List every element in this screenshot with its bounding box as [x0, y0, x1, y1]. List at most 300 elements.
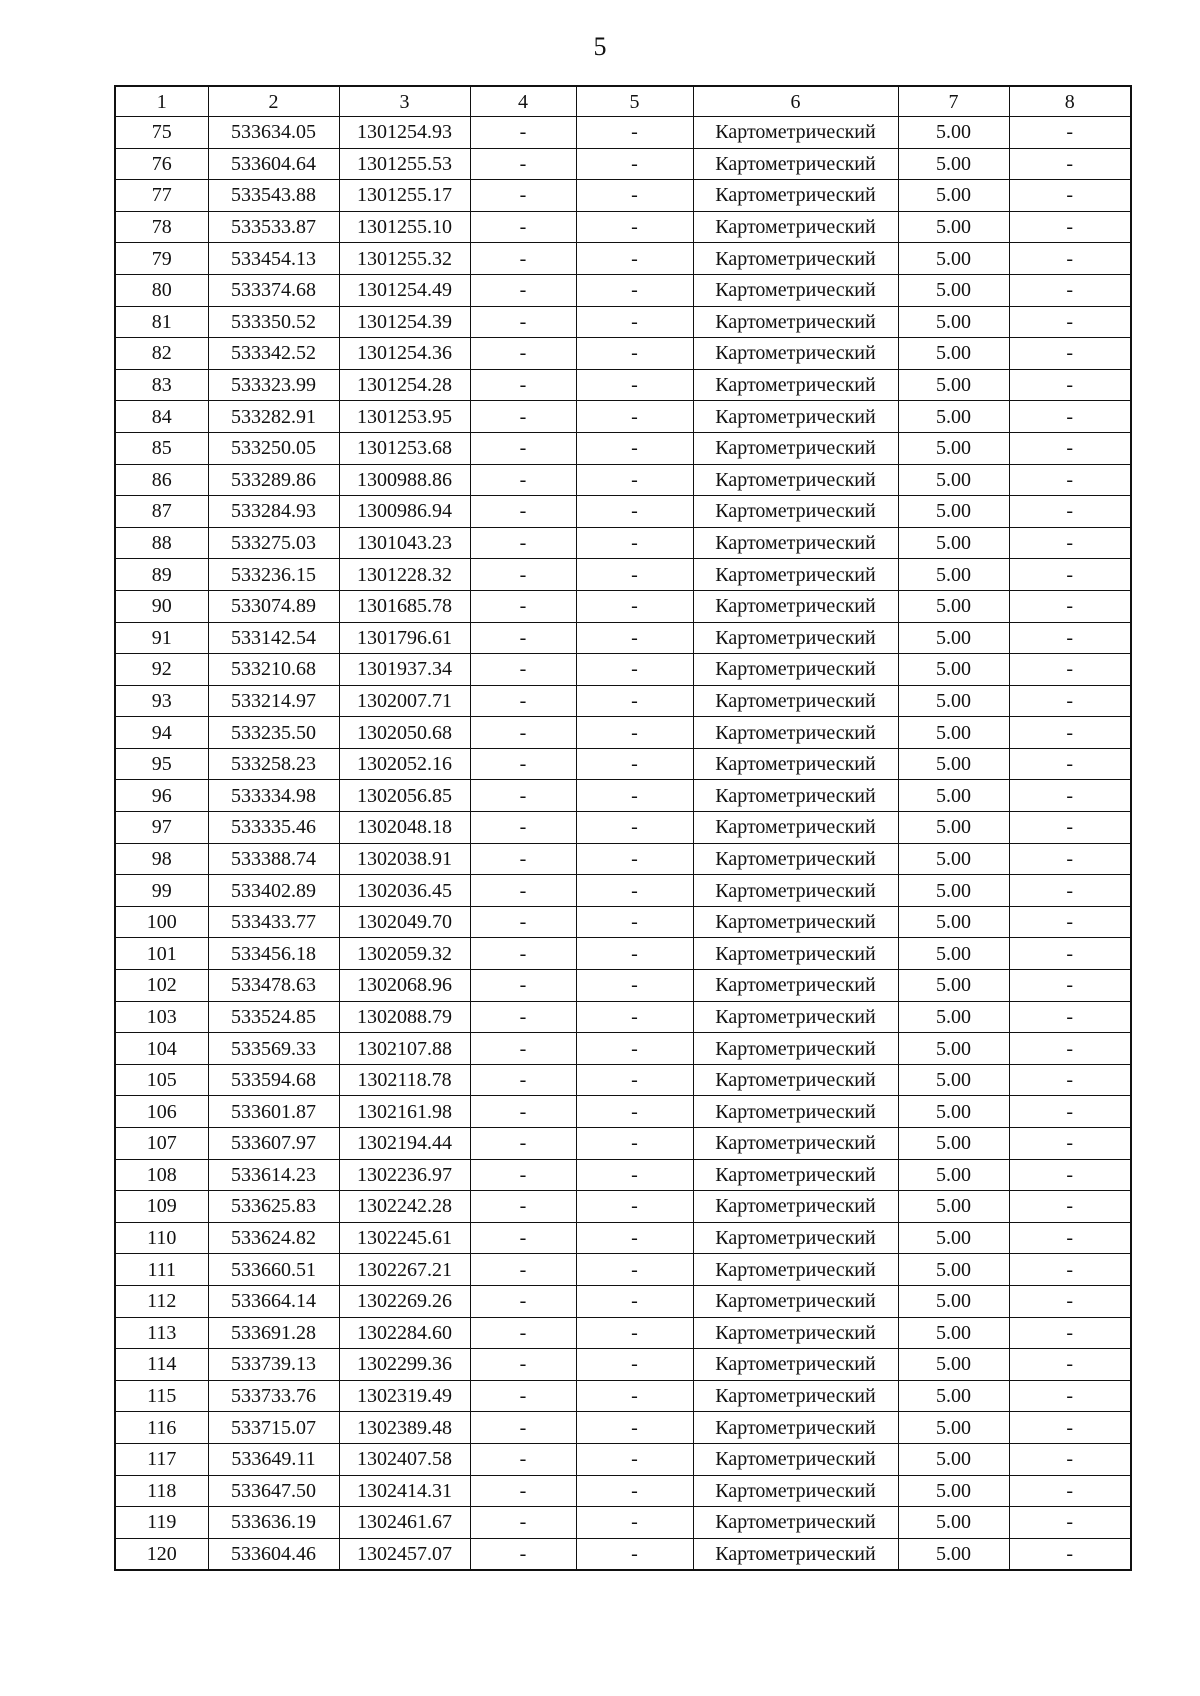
coord-x-cell: 533334.98 — [208, 780, 339, 812]
table-row — [115, 654, 1131, 686]
col-8-value-cell: - — [1009, 1317, 1131, 1349]
col-5-value-cell: - — [576, 1254, 693, 1286]
col-5-value-cell: - — [576, 622, 693, 654]
column-header-4: 4 — [470, 86, 576, 117]
coordinates-table — [114, 85, 1132, 1571]
accuracy-cell: 5.00 — [898, 685, 1009, 717]
col-4-value-cell: - — [470, 527, 576, 559]
table-row — [115, 748, 1131, 780]
col-4-value-cell: - — [470, 906, 576, 938]
table-row — [115, 148, 1131, 180]
col-4-value-cell: - — [470, 1222, 576, 1254]
accuracy-cell: 5.00 — [898, 117, 1009, 149]
col-8-value-cell: - — [1009, 1096, 1131, 1128]
accuracy-cell: 5.00 — [898, 654, 1009, 686]
table-row — [115, 1096, 1131, 1128]
col-5-value-cell: - — [576, 1475, 693, 1507]
col-8-value-cell: - — [1009, 243, 1131, 275]
col-4-value-cell: - — [470, 559, 576, 591]
point-number-cell: 112 — [115, 1285, 208, 1317]
col-8-value-cell: - — [1009, 780, 1131, 812]
method-cell: Картометрический — [693, 1191, 898, 1223]
coord-y-cell: 1301253.95 — [339, 401, 470, 433]
method-cell: Картометрический — [693, 1538, 898, 1570]
coord-y-cell: 1302059.32 — [339, 938, 470, 970]
method-cell: Картометрический — [693, 401, 898, 433]
table-row — [115, 211, 1131, 243]
col-4-value-cell: - — [470, 590, 576, 622]
method-cell: Картометрический — [693, 843, 898, 875]
coord-y-cell: 1301937.34 — [339, 654, 470, 686]
coord-x-cell: 533342.52 — [208, 338, 339, 370]
coord-x-cell: 533433.77 — [208, 906, 339, 938]
method-cell: Картометрический — [693, 1222, 898, 1254]
col-4-value-cell: - — [470, 654, 576, 686]
col-5-value-cell: - — [576, 1507, 693, 1539]
point-number-cell: 90 — [115, 590, 208, 622]
accuracy-cell: 5.00 — [898, 1096, 1009, 1128]
coord-x-cell: 533142.54 — [208, 622, 339, 654]
method-cell: Картометрический — [693, 906, 898, 938]
col-8-value-cell: - — [1009, 622, 1131, 654]
point-number-cell: 116 — [115, 1412, 208, 1444]
coord-y-cell: 1300988.86 — [339, 464, 470, 496]
table-row — [115, 559, 1131, 591]
coord-y-cell: 1302038.91 — [339, 843, 470, 875]
point-number-cell: 96 — [115, 780, 208, 812]
point-number-cell: 80 — [115, 274, 208, 306]
method-cell: Картометрический — [693, 1412, 898, 1444]
method-cell: Картометрический — [693, 1096, 898, 1128]
coord-y-cell: 1301228.32 — [339, 559, 470, 591]
table-row — [115, 1033, 1131, 1065]
col-5-value-cell: - — [576, 1412, 693, 1444]
accuracy-cell: 5.00 — [898, 1380, 1009, 1412]
col-4-value-cell: - — [470, 464, 576, 496]
accuracy-cell: 5.00 — [898, 1159, 1009, 1191]
col-5-value-cell: - — [576, 1096, 693, 1128]
col-8-value-cell: - — [1009, 211, 1131, 243]
method-cell: Картометрический — [693, 211, 898, 243]
col-8-value-cell: - — [1009, 559, 1131, 591]
point-number-cell: 92 — [115, 654, 208, 686]
col-8-value-cell: - — [1009, 148, 1131, 180]
col-8-value-cell: - — [1009, 1254, 1131, 1286]
col-4-value-cell: - — [470, 243, 576, 275]
point-number-cell: 104 — [115, 1033, 208, 1065]
table-row — [115, 906, 1131, 938]
accuracy-cell: 5.00 — [898, 243, 1009, 275]
col-5-value-cell: - — [576, 464, 693, 496]
point-number-cell: 88 — [115, 527, 208, 559]
coord-y-cell: 1302056.85 — [339, 780, 470, 812]
coord-x-cell: 533236.15 — [208, 559, 339, 591]
point-number-cell: 106 — [115, 1096, 208, 1128]
col-8-value-cell: - — [1009, 306, 1131, 338]
point-number-cell: 109 — [115, 1191, 208, 1223]
column-header-1: 1 — [115, 86, 208, 117]
coord-x-cell: 533074.89 — [208, 590, 339, 622]
point-number-cell: 102 — [115, 970, 208, 1002]
method-cell: Картометрический — [693, 875, 898, 907]
col-5-value-cell: - — [576, 1159, 693, 1191]
coord-y-cell: 1301253.68 — [339, 432, 470, 464]
table-row — [115, 1538, 1131, 1570]
col-5-value-cell: - — [576, 1064, 693, 1096]
col-4-value-cell: - — [470, 748, 576, 780]
table-row — [115, 464, 1131, 496]
col-8-value-cell: - — [1009, 464, 1131, 496]
coord-x-cell: 533235.50 — [208, 717, 339, 749]
col-8-value-cell: - — [1009, 338, 1131, 370]
table-row — [115, 622, 1131, 654]
col-5-value-cell: - — [576, 906, 693, 938]
col-4-value-cell: - — [470, 1443, 576, 1475]
col-5-value-cell: - — [576, 1538, 693, 1570]
col-5-value-cell: - — [576, 338, 693, 370]
point-number-cell: 93 — [115, 685, 208, 717]
method-cell: Картометрический — [693, 1064, 898, 1096]
method-cell: Картометрический — [693, 1475, 898, 1507]
col-4-value-cell: - — [470, 1033, 576, 1065]
coord-y-cell: 1301254.49 — [339, 274, 470, 306]
accuracy-cell: 5.00 — [898, 211, 1009, 243]
coord-x-cell: 533715.07 — [208, 1412, 339, 1444]
col-5-value-cell: - — [576, 401, 693, 433]
accuracy-cell: 5.00 — [898, 274, 1009, 306]
table-row — [115, 812, 1131, 844]
col-5-value-cell: - — [576, 1349, 693, 1381]
coord-y-cell: 1302389.48 — [339, 1412, 470, 1444]
accuracy-cell: 5.00 — [898, 1001, 1009, 1033]
accuracy-cell: 5.00 — [898, 1317, 1009, 1349]
accuracy-cell: 5.00 — [898, 590, 1009, 622]
coord-x-cell: 533604.46 — [208, 1538, 339, 1570]
col-4-value-cell: - — [470, 180, 576, 212]
method-cell: Картометрический — [693, 148, 898, 180]
coord-y-cell: 1302052.16 — [339, 748, 470, 780]
col-5-value-cell: - — [576, 432, 693, 464]
table-row — [115, 1159, 1131, 1191]
accuracy-cell: 5.00 — [898, 938, 1009, 970]
method-cell: Картометрический — [693, 527, 898, 559]
coord-x-cell: 533664.14 — [208, 1285, 339, 1317]
col-8-value-cell: - — [1009, 1443, 1131, 1475]
col-5-value-cell: - — [576, 274, 693, 306]
accuracy-cell: 5.00 — [898, 180, 1009, 212]
col-5-value-cell: - — [576, 1191, 693, 1223]
table-row — [115, 938, 1131, 970]
coord-y-cell: 1302414.31 — [339, 1475, 470, 1507]
point-number-cell: 115 — [115, 1380, 208, 1412]
point-number-cell: 76 — [115, 148, 208, 180]
col-5-value-cell: - — [576, 938, 693, 970]
table-row — [115, 1001, 1131, 1033]
accuracy-cell: 5.00 — [898, 622, 1009, 654]
coord-y-cell: 1302118.78 — [339, 1064, 470, 1096]
point-number-cell: 110 — [115, 1222, 208, 1254]
table-row — [115, 369, 1131, 401]
col-8-value-cell: - — [1009, 654, 1131, 686]
col-4-value-cell: - — [470, 685, 576, 717]
coord-x-cell: 533739.13 — [208, 1349, 339, 1381]
coord-y-cell: 1301685.78 — [339, 590, 470, 622]
col-5-value-cell: - — [576, 590, 693, 622]
col-8-value-cell: - — [1009, 875, 1131, 907]
col-5-value-cell: - — [576, 1001, 693, 1033]
coord-x-cell: 533284.93 — [208, 496, 339, 528]
col-5-value-cell: - — [576, 559, 693, 591]
col-5-value-cell: - — [576, 527, 693, 559]
coord-y-cell: 1302048.18 — [339, 812, 470, 844]
point-number-cell: 118 — [115, 1475, 208, 1507]
column-header-6: 6 — [693, 86, 898, 117]
column-header-2: 2 — [208, 86, 339, 117]
point-number-cell: 87 — [115, 496, 208, 528]
table-row — [115, 685, 1131, 717]
col-8-value-cell: - — [1009, 1285, 1131, 1317]
col-4-value-cell: - — [470, 338, 576, 370]
coord-y-cell: 1302088.79 — [339, 1001, 470, 1033]
point-number-cell: 82 — [115, 338, 208, 370]
accuracy-cell: 5.00 — [898, 338, 1009, 370]
col-8-value-cell: - — [1009, 970, 1131, 1002]
col-8-value-cell: - — [1009, 1507, 1131, 1539]
col-4-value-cell: - — [470, 369, 576, 401]
col-4-value-cell: - — [470, 1064, 576, 1096]
method-cell: Картометрический — [693, 1349, 898, 1381]
col-4-value-cell: - — [470, 875, 576, 907]
col-5-value-cell: - — [576, 1222, 693, 1254]
accuracy-cell: 5.00 — [898, 1285, 1009, 1317]
col-4-value-cell: - — [470, 843, 576, 875]
col-5-value-cell: - — [576, 1443, 693, 1475]
coord-x-cell: 533289.86 — [208, 464, 339, 496]
col-4-value-cell: - — [470, 1317, 576, 1349]
accuracy-cell: 5.00 — [898, 1412, 1009, 1444]
coord-y-cell: 1301255.17 — [339, 180, 470, 212]
coord-x-cell: 533250.05 — [208, 432, 339, 464]
point-number-cell: 94 — [115, 717, 208, 749]
table-row — [115, 1475, 1131, 1507]
accuracy-cell: 5.00 — [898, 1443, 1009, 1475]
column-header-3: 3 — [339, 86, 470, 117]
col-5-value-cell: - — [576, 1285, 693, 1317]
point-number-cell: 117 — [115, 1443, 208, 1475]
table-row — [115, 1317, 1131, 1349]
method-cell: Картометрический — [693, 717, 898, 749]
col-8-value-cell: - — [1009, 1064, 1131, 1096]
coord-y-cell: 1302236.97 — [339, 1159, 470, 1191]
point-number-cell: 75 — [115, 117, 208, 149]
coord-y-cell: 1301043.23 — [339, 527, 470, 559]
coord-x-cell: 533533.87 — [208, 211, 339, 243]
coord-x-cell: 533614.23 — [208, 1159, 339, 1191]
coord-y-cell: 1301255.10 — [339, 211, 470, 243]
coord-x-cell: 533282.91 — [208, 401, 339, 433]
coord-y-cell: 1302050.68 — [339, 717, 470, 749]
point-number-cell: 83 — [115, 369, 208, 401]
col-4-value-cell: - — [470, 1507, 576, 1539]
col-5-value-cell: - — [576, 748, 693, 780]
coord-y-cell: 1302267.21 — [339, 1254, 470, 1286]
coord-x-cell: 533454.13 — [208, 243, 339, 275]
method-cell: Картометрический — [693, 243, 898, 275]
point-number-cell: 79 — [115, 243, 208, 275]
col-8-value-cell: - — [1009, 812, 1131, 844]
point-number-cell: 84 — [115, 401, 208, 433]
coord-x-cell: 533649.11 — [208, 1443, 339, 1475]
accuracy-cell: 5.00 — [898, 1254, 1009, 1286]
coord-x-cell: 533402.89 — [208, 875, 339, 907]
point-number-cell: 120 — [115, 1538, 208, 1570]
point-number-cell: 107 — [115, 1128, 208, 1160]
col-8-value-cell: - — [1009, 1475, 1131, 1507]
coord-x-cell: 533594.68 — [208, 1064, 339, 1096]
coord-y-cell: 1302049.70 — [339, 906, 470, 938]
point-number-cell: 100 — [115, 906, 208, 938]
method-cell: Картометрический — [693, 559, 898, 591]
coord-y-cell: 1302457.07 — [339, 1538, 470, 1570]
accuracy-cell: 5.00 — [898, 748, 1009, 780]
point-number-cell: 119 — [115, 1507, 208, 1539]
col-4-value-cell: - — [470, 117, 576, 149]
method-cell: Картометрический — [693, 306, 898, 338]
coord-y-cell: 1302269.26 — [339, 1285, 470, 1317]
col-8-value-cell: - — [1009, 1159, 1131, 1191]
coord-y-cell: 1301255.32 — [339, 243, 470, 275]
col-8-value-cell: - — [1009, 401, 1131, 433]
table-row — [115, 1443, 1131, 1475]
col-4-value-cell: - — [470, 401, 576, 433]
table-row — [115, 1128, 1131, 1160]
coord-y-cell: 1300986.94 — [339, 496, 470, 528]
method-cell: Картометрический — [693, 496, 898, 528]
coord-y-cell: 1301254.36 — [339, 338, 470, 370]
table-row — [115, 496, 1131, 528]
col-4-value-cell: - — [470, 1380, 576, 1412]
coord-x-cell: 533335.46 — [208, 812, 339, 844]
col-5-value-cell: - — [576, 654, 693, 686]
table-row — [115, 306, 1131, 338]
col-4-value-cell: - — [470, 1285, 576, 1317]
col-5-value-cell: - — [576, 780, 693, 812]
table-row — [115, 401, 1131, 433]
col-4-value-cell: - — [470, 622, 576, 654]
coord-x-cell: 533636.19 — [208, 1507, 339, 1539]
coord-x-cell: 533350.52 — [208, 306, 339, 338]
coord-x-cell: 533634.05 — [208, 117, 339, 149]
table-row — [115, 1222, 1131, 1254]
col-8-value-cell: - — [1009, 938, 1131, 970]
col-8-value-cell: - — [1009, 590, 1131, 622]
method-cell: Картометрический — [693, 1254, 898, 1286]
table-row — [115, 338, 1131, 370]
col-4-value-cell: - — [470, 211, 576, 243]
method-cell: Картометрический — [693, 590, 898, 622]
point-number-cell: 85 — [115, 432, 208, 464]
method-cell: Картометрический — [693, 1033, 898, 1065]
coord-x-cell: 533374.68 — [208, 274, 339, 306]
coord-y-cell: 1302107.88 — [339, 1033, 470, 1065]
col-5-value-cell: - — [576, 1033, 693, 1065]
coord-x-cell: 533624.82 — [208, 1222, 339, 1254]
col-8-value-cell: - — [1009, 180, 1131, 212]
coord-x-cell: 533275.03 — [208, 527, 339, 559]
point-number-cell: 97 — [115, 812, 208, 844]
table-row — [115, 1191, 1131, 1223]
accuracy-cell: 5.00 — [898, 875, 1009, 907]
coord-x-cell: 533569.33 — [208, 1033, 339, 1065]
accuracy-cell: 5.00 — [898, 1191, 1009, 1223]
table-row — [115, 717, 1131, 749]
col-8-value-cell: - — [1009, 906, 1131, 938]
table-row — [115, 875, 1131, 907]
table-row — [115, 432, 1131, 464]
col-8-value-cell: - — [1009, 369, 1131, 401]
point-number-cell: 113 — [115, 1317, 208, 1349]
coord-y-cell: 1302245.61 — [339, 1222, 470, 1254]
method-cell: Картометрический — [693, 654, 898, 686]
point-number-cell: 99 — [115, 875, 208, 907]
col-4-value-cell: - — [470, 1349, 576, 1381]
coord-y-cell: 1301796.61 — [339, 622, 470, 654]
accuracy-cell: 5.00 — [898, 1538, 1009, 1570]
coord-y-cell: 1302284.60 — [339, 1317, 470, 1349]
coord-y-cell: 1302242.28 — [339, 1191, 470, 1223]
col-5-value-cell: - — [576, 717, 693, 749]
coord-x-cell: 533524.85 — [208, 1001, 339, 1033]
table-row — [115, 1254, 1131, 1286]
table-row — [115, 1412, 1131, 1444]
table-row — [115, 243, 1131, 275]
col-5-value-cell: - — [576, 180, 693, 212]
method-cell: Картометрический — [693, 1128, 898, 1160]
col-8-value-cell: - — [1009, 1128, 1131, 1160]
method-cell: Картометрический — [693, 780, 898, 812]
table-row — [115, 1380, 1131, 1412]
method-cell: Картометрический — [693, 1317, 898, 1349]
col-4-value-cell: - — [470, 780, 576, 812]
col-4-value-cell: - — [470, 274, 576, 306]
col-5-value-cell: - — [576, 970, 693, 1002]
table-body — [115, 117, 1131, 1571]
coord-y-cell: 1302461.67 — [339, 1507, 470, 1539]
col-8-value-cell: - — [1009, 843, 1131, 875]
col-8-value-cell: - — [1009, 1412, 1131, 1444]
col-5-value-cell: - — [576, 812, 693, 844]
coord-y-cell: 1301254.28 — [339, 369, 470, 401]
col-8-value-cell: - — [1009, 1349, 1131, 1381]
method-cell: Картометрический — [693, 748, 898, 780]
table-row — [115, 117, 1131, 149]
col-5-value-cell: - — [576, 496, 693, 528]
coord-x-cell: 533733.76 — [208, 1380, 339, 1412]
col-4-value-cell: - — [470, 717, 576, 749]
table-header-row — [115, 86, 1131, 117]
col-4-value-cell: - — [470, 1191, 576, 1223]
col-8-value-cell: - — [1009, 685, 1131, 717]
col-5-value-cell: - — [576, 117, 693, 149]
point-number-cell: 78 — [115, 211, 208, 243]
method-cell: Картометрический — [693, 1443, 898, 1475]
method-cell: Картометрический — [693, 369, 898, 401]
col-5-value-cell: - — [576, 243, 693, 275]
accuracy-cell: 5.00 — [898, 843, 1009, 875]
col-8-value-cell: - — [1009, 1538, 1131, 1570]
coord-x-cell: 533210.68 — [208, 654, 339, 686]
coord-x-cell: 533323.99 — [208, 369, 339, 401]
